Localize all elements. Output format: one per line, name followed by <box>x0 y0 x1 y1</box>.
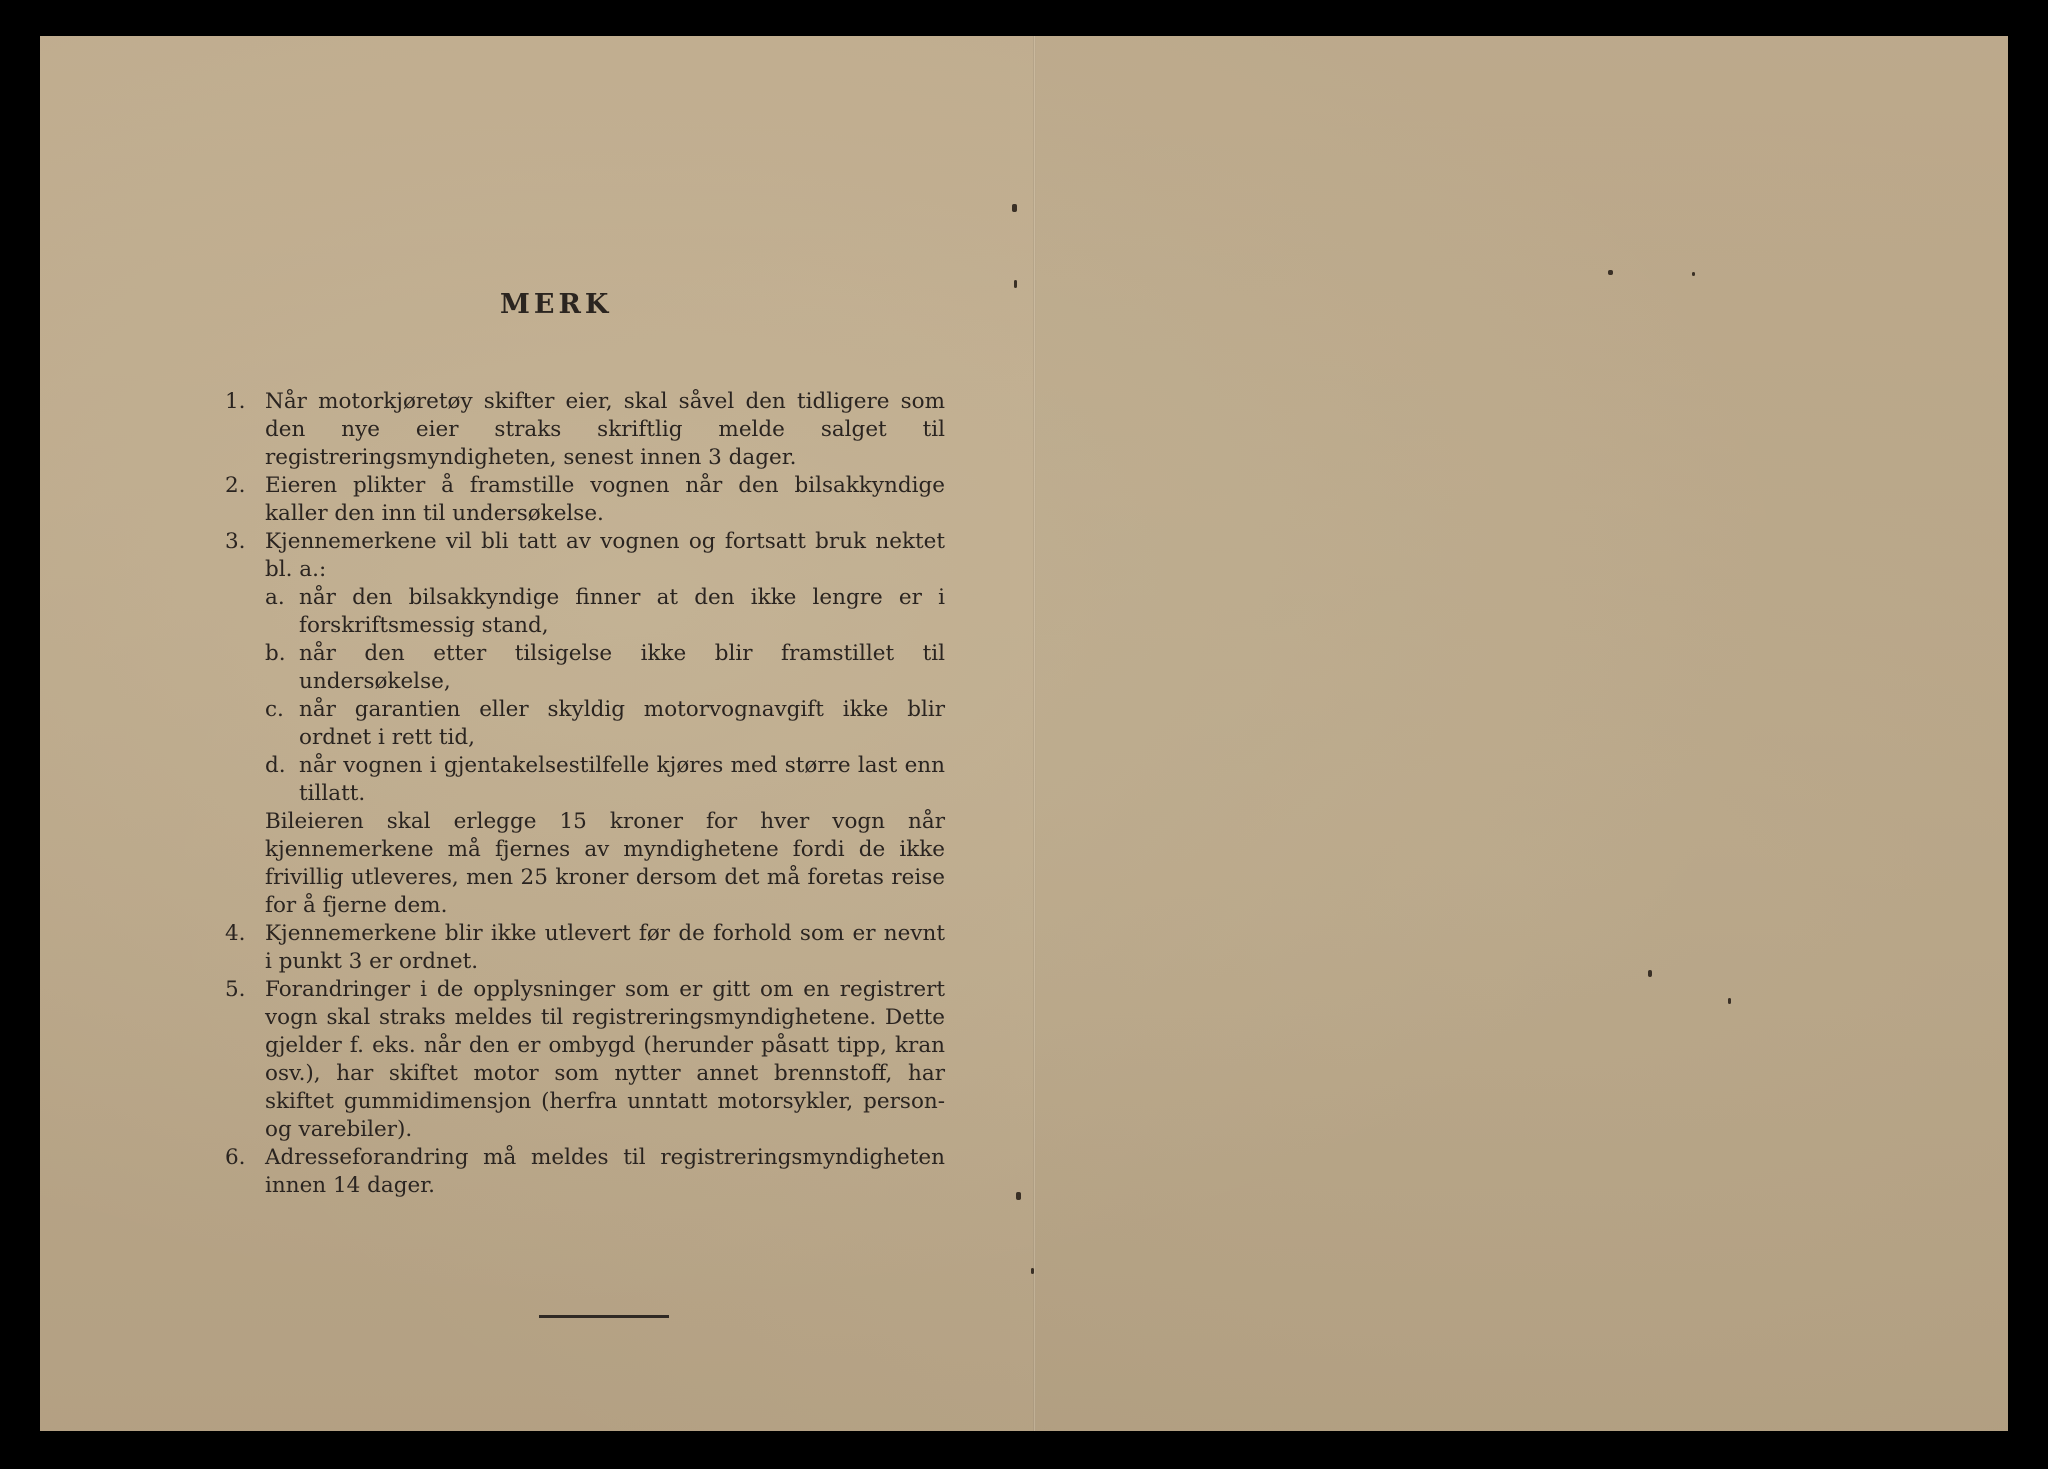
paper-speck <box>1692 272 1695 276</box>
item-text: Kjennemerkene vil bli tatt av vognen og fortsatt bruk nektet bl. a.: <box>265 529 945 582</box>
right-page <box>1036 36 2008 1431</box>
list-item <box>215 920 945 976</box>
item-number: 2. <box>225 473 246 498</box>
list-item <box>215 388 945 472</box>
sub-item-letter: a. <box>265 585 285 610</box>
staple-mark <box>1014 280 1017 288</box>
paper-speck <box>1608 270 1613 275</box>
left-page <box>40 36 1032 1431</box>
item-text: Adresseforandring må meldes til registreringsmyndigheten innen 14 dager. <box>265 1145 945 1198</box>
list-item <box>215 1144 945 1200</box>
list-item <box>215 472 945 528</box>
sub-item-text: når vognen i gjentakelsestilfelle kjøres med større last enn tillatt. <box>299 753 945 806</box>
item-number: 1. <box>225 389 246 414</box>
staple-mark <box>1012 204 1017 212</box>
sub-item-letter: b. <box>265 641 286 666</box>
sub-item-letter: c. <box>265 697 284 722</box>
sub-item <box>265 584 945 640</box>
item-text: Når motorkjøretøy skifter eier, skal såvel den tidligere som den nye eier straks skriftlig melde salget til registreringsmyndigheten, senest innen 3 dager. <box>265 389 945 470</box>
item-number: 6. <box>225 1145 246 1170</box>
sub-item <box>265 696 945 752</box>
sub-item-letter: d. <box>265 753 286 778</box>
list-item <box>215 528 945 920</box>
closing-rule <box>539 1315 669 1318</box>
page-title: MERK <box>500 289 613 320</box>
item-number: 5. <box>225 977 246 1002</box>
item-number: 3. <box>225 529 246 554</box>
sub-item <box>265 640 945 696</box>
item-text: Eieren plikter å framstille vognen når den bilsakkyndige kaller den inn til undersøkelse. <box>265 473 945 526</box>
sub-item-text: når den etter tilsigelse ikke blir framstillet til undersøkelse, <box>299 641 945 694</box>
notice-list <box>215 388 945 1200</box>
sub-item-text: når den bilsakkyndige finner at den ikke lengre er i forskriftsmessig stand, <box>299 585 945 638</box>
sub-item <box>265 752 945 808</box>
document-sheet <box>40 36 2008 1431</box>
item-paragraph: Bileieren skal erlegge 15 kroner for hver vogn når kjennemerkene må fjernes av myndighetene fordi de ikke frivillig utleveres, men 25 kroner dersom det må foretas reise for å fjerne dem. <box>265 809 945 918</box>
staple-mark <box>1016 1192 1021 1200</box>
paper-speck <box>1728 998 1731 1004</box>
item-text: Forandringer i de opplysninger som er gitt om en registrert vogn skal straks meldes til registreringsmyndighetene. Dette gjelder f. eks. når den er ombygd (herunder påsatt tipp, kran osv.), har skiftet motor som nytter annet brennstoff, har skiftet gummidimensjon (herfra unntatt motorsykler, person- og varebiler). <box>265 977 945 1142</box>
list-item <box>215 976 945 1144</box>
item-number: 4. <box>225 921 246 946</box>
sub-item-text: når garantien eller skyldig motorvognavgift ikke blir ordnet i rett tid, <box>299 697 945 750</box>
staple-mark <box>1031 1268 1034 1274</box>
paper-speck <box>1648 970 1652 977</box>
item-text: Kjennemerkene blir ikke utlevert før de forhold som er nevnt i punkt 3 er ordnet. <box>265 921 945 974</box>
